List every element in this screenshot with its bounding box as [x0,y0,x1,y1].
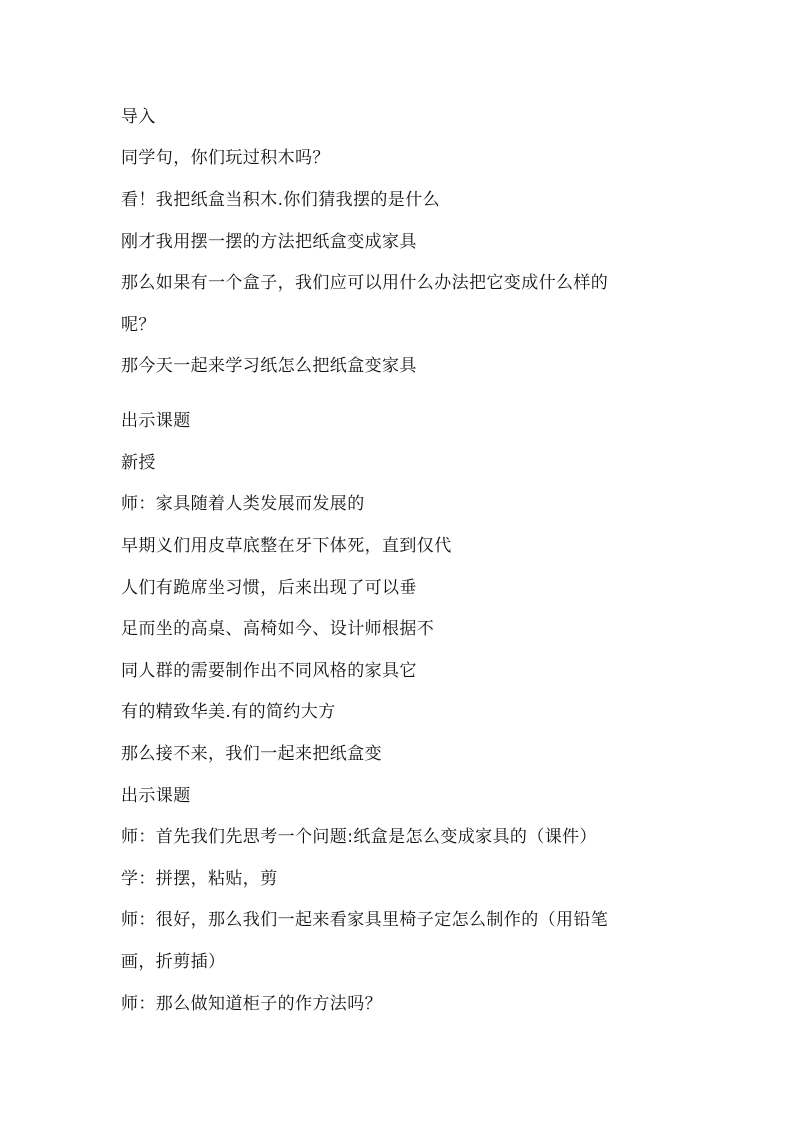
text-line: 师：很好，那么我们一起来看家具里椅子定怎么制作的（用铅笔 [121,910,609,930]
text-line: 同人群的需要制作出不同风格的家具它 [121,661,417,681]
text-line: 早期义们用皮草底整在牙下体死，直到仅代 [121,536,452,556]
text-line: 那今天一起来学习纸怎么把纸盒变家具 [121,356,417,376]
text-line: 出示课题 [121,411,191,431]
text-line: 出示课题 [121,786,191,806]
text-line: 那么如果有一个盒子，我们应可以用什么办法把它变成什么样的 [121,273,609,293]
text-line: 那么接不来，我们一起来把纸盒变 [121,744,382,764]
text-line: 师：那么做知道柜子的作方法吗？ [121,994,382,1014]
text-line: 呢？ [121,315,156,335]
text-line: 师：家具随着人类发展而发展的 [121,494,365,514]
text-line: 看！我把纸盒当积木.你们猜我摆的是什么 [121,190,441,210]
text-line: 学：拼摆，粘贴，剪 [121,869,278,889]
text-line: 师：首先我们先思考一个问题:纸盒是怎么变成家具的（课件） [121,827,597,847]
text-line: 刚才我用摆一摆的方法把纸盒变成家具 [121,232,417,252]
text-line: 足而坐的高桌、高椅如今、设计师根据不 [121,619,435,639]
text-line: 有的精致华美.有的简约大方 [121,702,336,722]
text-line: 导入 [121,107,156,127]
text-line: 新授 [121,453,156,473]
text-line: 人们有跪席坐习惯，后来出现了可以垂 [121,578,417,598]
text-line: 画，折剪插） [121,952,226,972]
text-line: 同学句，你们玩过积木吗？ [121,148,330,168]
